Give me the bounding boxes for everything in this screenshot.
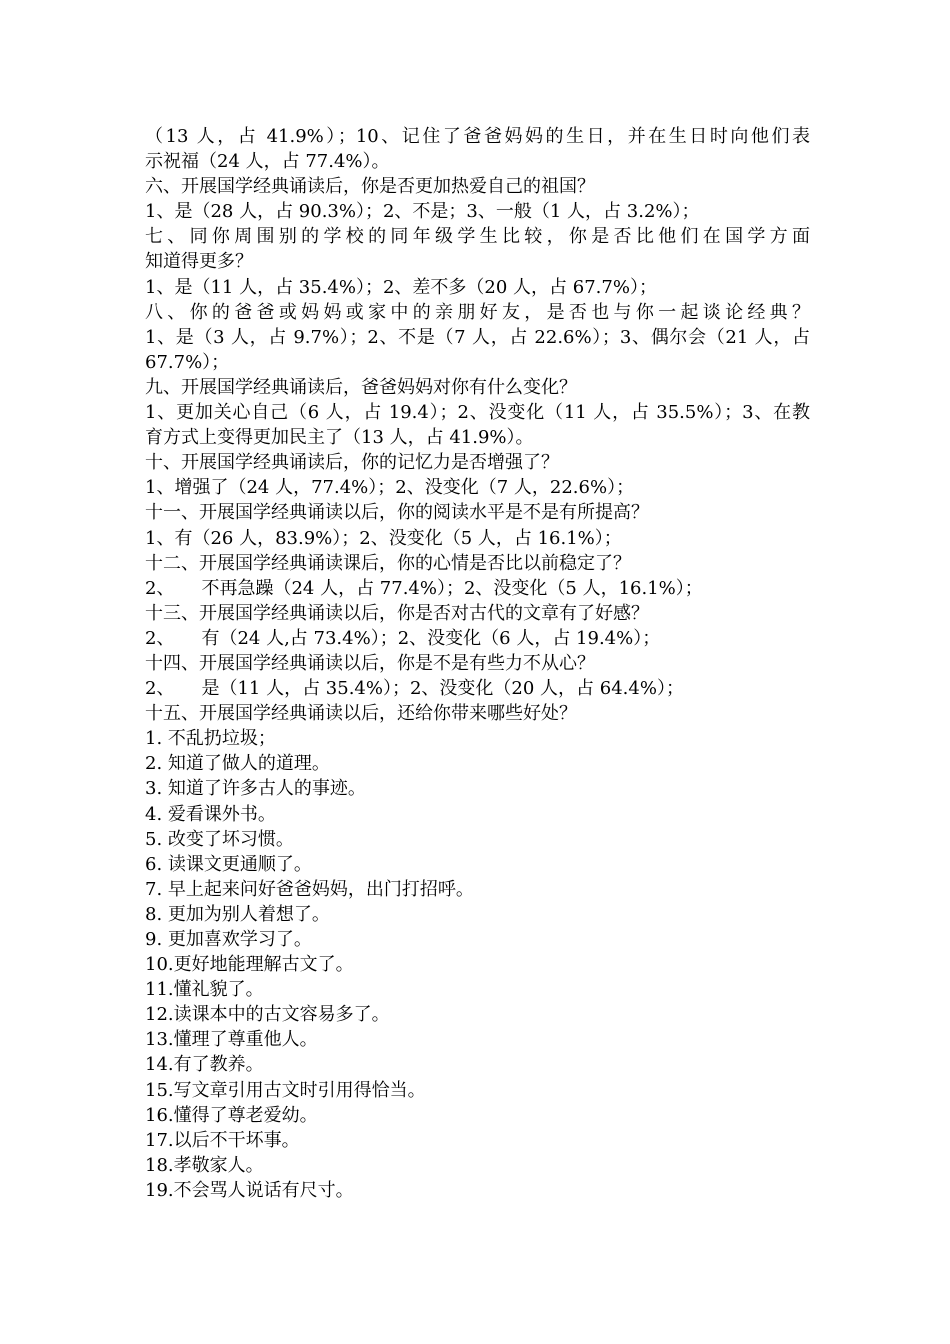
- answer-line: 1、更加关心自己（6 人，占 19.4）；2、没变化（11 人，占 35.5%）；3、在教: [145, 402, 810, 424]
- list-item: 3. 知道了许多古人的事迹。: [145, 778, 366, 800]
- paragraph-line: 示祝福（24 人，占 77.4%）。: [145, 151, 390, 173]
- answer-line: 育方式上变得更加民主了（13 人，占 41.9%）。: [145, 427, 534, 449]
- list-item: 16.懂得了尊老爱幼。: [145, 1104, 318, 1126]
- list-item: 8. 更加为别人着想了。: [145, 903, 330, 925]
- list-item: 1. 不乱扔垃圾；: [145, 728, 276, 750]
- list-item: 19.不会骂人说话有尺寸。: [145, 1179, 354, 1201]
- list-item: 18.孝敬家人。: [145, 1154, 264, 1176]
- list-item: 7. 早上起来问好爸爸妈妈，出门打招呼。: [145, 878, 474, 900]
- list-item: 12.读课本中的古文容易多了。: [145, 1004, 390, 1026]
- benefits-list: [145, 726, 810, 1203]
- list-item: 9. 更加喜欢学习了。: [145, 929, 312, 950]
- list-item: 5. 改变了坏习惯。: [145, 828, 294, 850]
- list-item: 2. 知道了做人的道理。: [145, 753, 330, 775]
- answer-line: 2、 有（24 人,占 73.4%）；2、没变化（6 人，占 19.4%）；: [145, 627, 661, 649]
- question-heading: 知道得更多？: [145, 251, 253, 273]
- answer-line: 1、是（11 人，占 35.4%）；2、差不多（20 人，占 67.7%）；: [145, 276, 657, 298]
- paragraph-line: （13 人，占 41.9%）；10、记住了爸爸妈妈的生日，并在生日时向他们表: [145, 126, 810, 147]
- question-heading: 十二、开展国学经典诵读课后，你的心情是否比以前稳定了？: [145, 552, 631, 574]
- list-item: 4. 爱看课外书。: [145, 803, 276, 825]
- question-heading: 七、同你周围别的学校的同年级学生比较，你是否比他们在国学方面: [145, 226, 810, 248]
- question-heading: 十三、开展国学经典诵读以后，你是否对古代的文章有了好感？: [145, 602, 649, 624]
- answer-line: 1、是（28 人，占 90.3%）；2、不是；3、一般（1 人，占 3.2%）；: [145, 201, 700, 223]
- list-item: 14.有了教养。: [145, 1054, 264, 1076]
- answer-line: 2、 不再急躁（24 人，占 77.4%）；2、没变化（5 人，16.1%）；: [145, 577, 703, 599]
- answer-line: 67.7%）；: [145, 351, 230, 373]
- list-item: 13.懂理了尊重他人。: [145, 1029, 318, 1051]
- question-heading: 十、开展国学经典诵读后，你的记忆力是否增强了？: [145, 452, 559, 474]
- answer-line: 1、是（3 人，占 9.7%）；2、不是（7 人，占 22.6%）；3、偶尔会（21 人，占: [145, 326, 810, 348]
- question-heading: 十五、开展国学经典诵读以后，还给你带来哪些好处？: [145, 703, 577, 725]
- answer-line: 2、 是（11 人，占 35.4%）；2、没变化（20 人，占 64.4%）；: [145, 678, 684, 700]
- list-item: 15.写文章引用古文时引用得恰当。: [145, 1079, 426, 1101]
- list-item: 17.以后不干坏事。: [145, 1129, 300, 1151]
- answer-line: 1、有（26 人，83.9%）；2、没变化（5 人，占 16.1%）；: [145, 527, 622, 549]
- list-item: 10.更好地能理解古文了。: [145, 954, 354, 976]
- document-page: [145, 124, 810, 1203]
- question-heading: 十四、开展国学经典诵读以后，你是不是有些力不从心？: [145, 652, 595, 674]
- question-heading: 九、开展国学经典诵读后，爸爸妈妈对你有什么变化？: [145, 376, 577, 398]
- list-item: 6. 读课文更通顺了。: [145, 853, 312, 875]
- list-item: 11.懂礼貌了。: [145, 979, 264, 1001]
- question-heading: 六、开展国学经典诵读后，你是否更加热爱自己的祖国？: [145, 176, 595, 198]
- question-heading: 十一、开展国学经典诵读以后，你的阅读水平是不是有所提高？: [145, 502, 649, 524]
- question-heading: 八、你的爸爸或妈妈或家中的亲朋好友，是否也与你一起谈论经典？: [145, 301, 810, 323]
- answer-line: 1、增强了（24 人，77.4%）；2、没变化（7 人，22.6%）；: [145, 477, 635, 499]
